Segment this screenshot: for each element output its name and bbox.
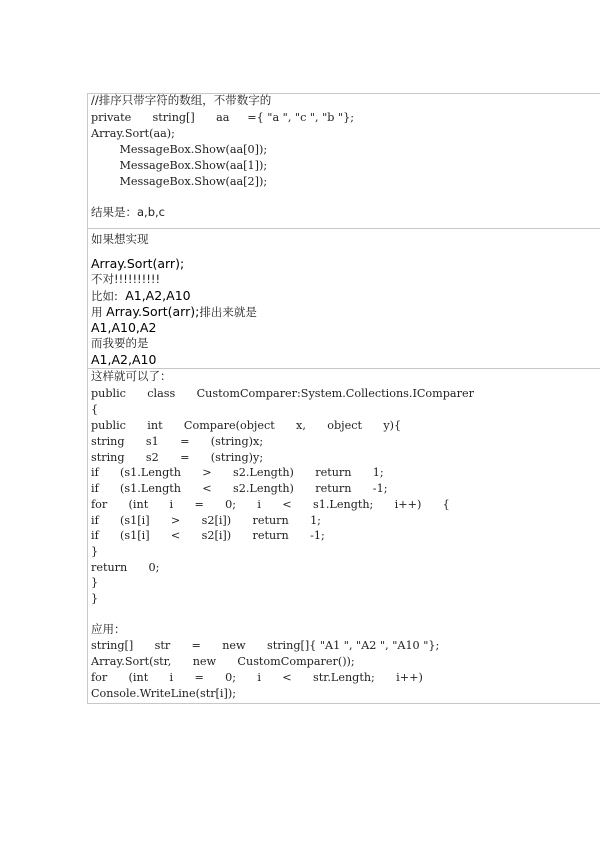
use-suffix: 排出来就是 — [199, 305, 257, 319]
usage-line: for (int i = 0; i < str.Length; i++) — [91, 671, 423, 684]
comparer-line: { — [91, 403, 99, 416]
comparer-line: if (s1[i] > s2[i]) return 1; — [91, 514, 321, 527]
result-text: 结果是：a,b,c — [91, 205, 165, 219]
solution-heading: 这样就可以了： — [91, 369, 172, 383]
comparer-line: if (s1[i] < s2[i]) return -1; — [91, 529, 325, 542]
comparer-line: if (s1.Length > s2.Length) return 1; — [91, 466, 384, 479]
comparer-line: public class CustomComparer:System.Collections.IComparer — [91, 387, 474, 400]
usage-line: Array.Sort(str, new CustomComparer()); — [91, 655, 355, 668]
comparer-line: } — [91, 592, 99, 605]
usage-line: Console.WriteLine(str[i]); — [91, 687, 236, 700]
usage-line: string[] str = new string[]{ "A1 ", "A2 ", "A10 "}; — [91, 639, 440, 652]
comparer-line: if (s1.Length < s2.Length) return -1; — [91, 482, 388, 495]
example-prefix: 比如: — [91, 289, 126, 303]
comparer-line: string s1 = (string)x; — [91, 435, 264, 448]
bad-order-text: A1,A10,A2 — [91, 320, 157, 335]
code-line-show-1: MessageBox.Show(aa[1]); — [91, 159, 268, 172]
code-line-sort: Array.Sort(aa); — [91, 127, 175, 140]
wrong-text: 不对!!!!!!!!!! — [91, 272, 161, 286]
good-order-text: A1,A2,A10 — [91, 352, 157, 367]
code-line-show-2: MessageBox.Show(aa[2]); — [91, 175, 268, 188]
use-prefix: 用 — [91, 305, 107, 319]
comparer-line: return 0; — [91, 561, 160, 574]
use-line — [91, 304, 257, 321]
usage-heading: 应用： — [91, 622, 126, 636]
comparer-line: string s2 = (string)y; — [91, 451, 264, 464]
comparer-line: for (int i = 0; i < s1.Length; i++) { — [91, 498, 450, 511]
example-line — [91, 288, 191, 305]
example-values: A1,A2,A10 — [125, 288, 191, 303]
code-line-declaration: private string[] aa ={ "a ", "c ", "b "}; — [91, 111, 355, 124]
comparer-line: } — [91, 545, 99, 558]
intro-text: 如果想实现 — [91, 232, 149, 246]
code-line-show-0: MessageBox.Show(aa[0]); — [91, 143, 268, 156]
comparer-line: public int Compare(object x, object y){ — [91, 419, 402, 432]
use-call: Array.Sort(arr); — [106, 304, 200, 319]
sort-call-text: Array.Sort(arr); — [91, 256, 185, 271]
want-text: 而我要的是 — [91, 336, 149, 350]
comparer-line: } — [91, 576, 99, 589]
code-comment: //排序只带字符的数组，不带数字的 — [91, 93, 272, 107]
